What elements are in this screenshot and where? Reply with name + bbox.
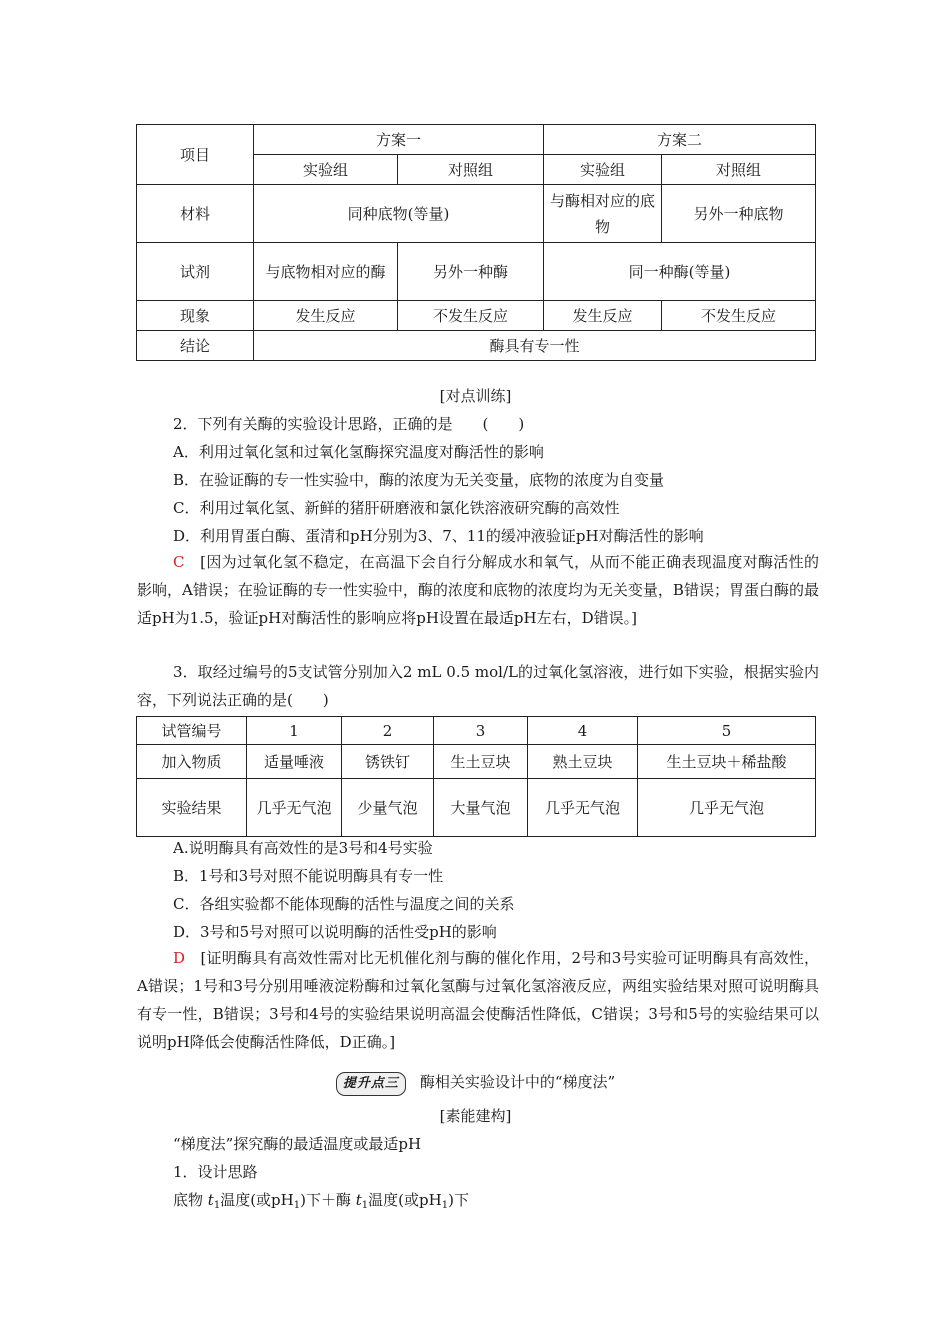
q3-option-d: D．3号和5号对照可以说明酶的活性受pH的影响 (173, 923, 497, 941)
var-t: t (355, 1191, 362, 1209)
cell: 大量气泡 (434, 779, 528, 837)
cell: 4 (528, 717, 638, 745)
section-title (136, 1072, 815, 1096)
test-tube-table (136, 716, 816, 837)
cell: 与酶相对应的底物 (544, 185, 662, 243)
q3-explanation-text: [证明酶具有高效性需对比无机催化剂与酶的催化作用，2号和3号实验可证明酶具有高效性，A错误；1号和3号分别用唾液淀粉酶和过氧化氢酶与过氧化氢溶液反应，两组实验结果对照可说明酶具有专一性，B错误；3号和4号的实验结果说明高温会使酶活性降低，C错误；3号和5号的实验结果可以说明pH降低会使酶活性降低，D正确。] (137, 949, 819, 1051)
q2-explanation-text: [因为过氧化氢不稳定，在高温下会自行分解成水和氧气，从而不能正确表现温度对酶活性的影响，A错误；在验证酶的专一性实验中，酶的浓度和底物的浓度均为无关变量，B错误；胃蛋白酶的最适pH为1.5，验证pH对酶活性的影响应将pH设置在最适pH左右，D错误。] (137, 553, 819, 627)
row-label: 试管编号 (137, 717, 247, 745)
q2-stem: 2．下列有关酶的实验设计思路，正确的是 ( ) (173, 415, 525, 433)
cell: 几乎无气泡 (528, 779, 638, 837)
cell: 同一种酶(等量) (544, 243, 816, 301)
cell: 同种底物(等量) (254, 185, 544, 243)
cell: 发生反应 (254, 301, 398, 331)
enzyme-specificity-table (136, 124, 816, 361)
q3-explanation (137, 944, 819, 1056)
cell: 少量气泡 (342, 779, 434, 837)
q3-option-c: C．各组实验都不能体现酶的活性与温度之间的关系 (173, 895, 515, 913)
q2-option-a: A．利用过氧化氢和过氧化氢酶探究温度对酶活性的影响 (173, 443, 544, 461)
row-label: 试剂 (137, 243, 254, 301)
cell: 生土豆块 (434, 745, 528, 779)
text: 温度(或pH (368, 1191, 442, 1209)
cell: 几乎无气泡 (247, 779, 342, 837)
text: 底物 (173, 1191, 204, 1209)
q2-explanation (137, 548, 819, 632)
cell: 与底物相对应的酶 (254, 243, 398, 301)
text: 温度(或pH (220, 1191, 294, 1209)
section-title-text: 酶相关实验设计中的“梯度法” (419, 1073, 616, 1091)
row-label: 结论 (137, 331, 254, 361)
cell: 熟土豆块 (528, 745, 638, 779)
cell: 几乎无气泡 (638, 779, 816, 837)
cell: 5 (638, 717, 816, 745)
q2-option-c: C．利用过氧化氢、新鲜的猪肝研磨液和氯化铁溶液研究酶的高效性 (173, 499, 620, 517)
method-line (173, 1190, 469, 1216)
section-subheading: [素能建构] (439, 1107, 512, 1125)
header-plan2: 方案二 (544, 125, 816, 155)
header-plan1: 方案一 (254, 125, 544, 155)
q3-answer: D (173, 949, 186, 967)
section-badge: 提升点三 (336, 1072, 406, 1096)
row-label: 现象 (137, 301, 254, 331)
q2-answer: C (173, 553, 185, 571)
q2-option-b: B．在验证酶的专一性实验中，酶的浓度为无关变量，底物的浓度为自变量 (173, 471, 665, 489)
q3-option-a: A.说明酶具有高效性的是3号和4号实验 (173, 839, 433, 857)
cell: 发生反应 (544, 301, 662, 331)
row-label: 实验结果 (137, 779, 247, 837)
section-heading: [对点训练] (439, 387, 512, 405)
q3-stem: 3．取经过编号的5支试管分别加入2 mL 0.5 mol/L的过氧化氢溶液，进行如下实验，根据实验内容，下列说法正确的是( ) (137, 663, 819, 709)
cell: 1 (247, 717, 342, 745)
cell: 适量唾液 (247, 745, 342, 779)
header-item: 项目 (137, 125, 254, 185)
cell: 生土豆块＋稀盐酸 (638, 745, 816, 779)
q2-option-d: D．利用胃蛋白酶、蛋清和pH分别为3、7、11的缓冲液验证pH对酶活性的影响 (173, 527, 704, 545)
text: )下＋酶 (300, 1191, 351, 1209)
method-intro: “梯度法”探究酶的最适温度或最适pH (173, 1135, 422, 1153)
cell: 酶具有专一性 (254, 331, 816, 361)
text: )下 (448, 1191, 469, 1209)
cell: 2 (342, 717, 434, 745)
var-t: t (207, 1191, 214, 1209)
row-label: 材料 (137, 185, 254, 243)
cell: 另外一种酶 (398, 243, 544, 301)
subscript: 1 (441, 1200, 449, 1211)
cell: 3 (434, 717, 528, 745)
header-exp: 实验组 (254, 155, 398, 185)
header-ctrl: 对照组 (662, 155, 816, 185)
method-step1: 1．设计思路 (173, 1163, 258, 1181)
cell: 不发生反应 (662, 301, 816, 331)
header-exp: 实验组 (544, 155, 662, 185)
cell: 另外一种底物 (662, 185, 816, 243)
subscript: 1 (361, 1200, 369, 1211)
q3-option-b: B．1号和3号对照不能说明酶具有专一性 (173, 867, 444, 885)
row-label: 加入物质 (137, 745, 247, 779)
subscript: 1 (213, 1200, 221, 1211)
cell: 不发生反应 (398, 301, 544, 331)
cell: 锈铁钉 (342, 745, 434, 779)
subscript: 1 (293, 1200, 301, 1211)
header-ctrl: 对照组 (398, 155, 544, 185)
